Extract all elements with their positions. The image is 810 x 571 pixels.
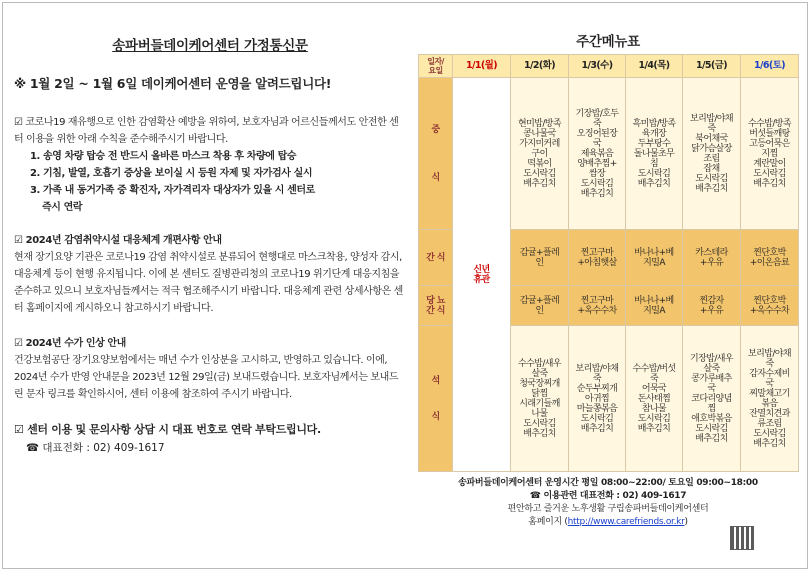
menu-dish-line: 청국장찌개: [519, 378, 560, 389]
diabetic-snack-cell: [741, 286, 799, 326]
menu-title: 주간메뉴표: [576, 34, 640, 50]
covid-rule-3: 3. 가족 내 동거가족 중 확진자, 자가격리자 대상자가 있을 시 센터로: [30, 185, 315, 196]
menu-dish-line: 도시락김: [637, 413, 671, 424]
section-covid-rules-head: ☑ 코로나19 재유행으로 인한 감염확산 예방을 위하여, 보호자님과 어르신들께서도 안전한 센터 이용을 위한 아래 수칙을 준수해주시기 바랍니다.: [14, 117, 399, 145]
diabetic-snack-cell: [683, 286, 741, 326]
menu-dish-line: 마늘쫑볶음: [576, 403, 618, 414]
menu-dish-line: 가지미커레: [519, 138, 560, 149]
menu-dish-line: 인: [535, 257, 544, 268]
menu-dish-line: 북어채국: [695, 133, 728, 144]
day-header-fri: 1/5(금): [683, 55, 741, 78]
menu-header-row: [419, 55, 799, 78]
menu-dish-line: 도시락김: [580, 178, 614, 189]
menu-dish-line: 현미밥/방족: [518, 118, 561, 129]
menu-dish-line: 죽: [707, 123, 716, 134]
menu-dish-line: 류조림: [757, 418, 782, 429]
menu-dish-line: 감귤+플레: [519, 247, 560, 258]
holiday-line-2: 휴관: [473, 274, 490, 285]
covid-rules-list: [30, 148, 406, 216]
menu-dish-line: 구이: [531, 148, 548, 159]
menu-dish-line: +이온음료: [749, 257, 790, 268]
menu-dish-line: 배추김치: [695, 183, 728, 194]
newsletter-headline: ※ 1월 2일 ~ 1월 6일 데이케어센터 운영을 알려드립니다!: [14, 76, 332, 91]
lunch-cell: [569, 78, 626, 230]
menu-dish-line: 찐고구마: [580, 295, 614, 306]
row-label-snack: 간 식: [419, 230, 453, 286]
menu-dish-line: 지밀A: [643, 305, 665, 316]
section-response-system: [14, 232, 406, 317]
menu-dish-line: 기장밥/새우: [690, 353, 733, 364]
menu-dish-line: +우유: [699, 305, 724, 316]
menu-dish-line: 지찜: [761, 148, 778, 159]
contact-phone: ☎ 대표전화 : 02) 409-1617: [26, 442, 165, 454]
menu-dish-line: 감자수제비: [749, 368, 790, 379]
menu-dish-line: 죽: [765, 358, 774, 369]
menu-dish-line: 살죽: [531, 368, 548, 379]
menu-dish-line: 찜: [707, 403, 716, 414]
footer-phone: ☎ 이용관련 대표전화 : 02) 409-1617: [529, 491, 687, 501]
covid-rule-3-cont: 즉시 연락: [42, 202, 83, 213]
menu-dish-line: 죽: [592, 373, 602, 384]
menu-dish-line: 닭가슴살장: [691, 143, 732, 154]
menu-dish-line: 도시락김: [580, 413, 614, 424]
day-header-mon: 1/1(월): [453, 55, 511, 78]
newsletter-title: 송파버들데이케어센터 가정통신문: [112, 38, 308, 54]
menu-dish-line: 감귤+플레: [519, 295, 560, 306]
menu-dish-line: 나물: [531, 408, 548, 419]
menu-dish-line: 보리밥/야채: [690, 113, 733, 124]
menu-dish-line: 도시락김: [523, 168, 556, 179]
menu-dish-line: 오징어된장: [576, 128, 618, 139]
menu-dish-line: 조림: [703, 153, 720, 164]
corner-line-2: 요일: [428, 66, 443, 75]
dinner-cell: [741, 326, 799, 472]
lunch-cell: [511, 78, 569, 230]
day-header-thu: 1/4(목): [626, 55, 683, 78]
snack-cell: [569, 230, 626, 286]
snack-cell: [683, 230, 741, 286]
menu-dish-line: 계란말이: [753, 158, 786, 169]
menu-dish-line: 죽: [592, 118, 602, 129]
menu-dish-line: 침: [649, 158, 659, 169]
menu-dish-line: 코다리양념: [691, 393, 732, 404]
corner-line-1: 일자/: [427, 57, 444, 66]
menu-dish-line: 찐단호박: [753, 247, 786, 258]
menu-dish-line: 육개장: [641, 128, 667, 139]
menu-dish-line: 배추김치: [523, 428, 556, 439]
row-label-lunch-2: 식: [431, 172, 440, 183]
row-label-lunch-1: 중: [431, 124, 440, 135]
menu-dish-line: 배추김치: [580, 188, 614, 199]
snack-cell: [741, 230, 799, 286]
newsletter-column: [14, 34, 406, 457]
menu-dish-line: 살죽: [703, 363, 720, 374]
menu-dish-line: 볶음: [761, 398, 778, 409]
menu-dish-line: 잔멸치견과: [749, 408, 790, 419]
day-header-wed: 1/3(수): [569, 55, 626, 78]
menu-dish-line: 흑미밥/방족: [632, 118, 676, 129]
menu-dish-line: 떡볶이: [527, 158, 552, 169]
menu-dish-line: 양배추찜+: [577, 158, 617, 169]
menu-dish-line: 어묵국: [641, 383, 667, 394]
menu-dish-line: 죽: [649, 373, 659, 384]
menu-dish-line: 국: [592, 138, 602, 149]
weekly-menu-table: [418, 54, 799, 472]
lunch-cell: [683, 78, 741, 230]
menu-dish-line: +우유: [699, 257, 724, 268]
dinner-cell: [569, 326, 626, 472]
holiday-line-1: 신년: [473, 264, 490, 275]
dinner-cell: [626, 326, 683, 472]
menu-dish-line: 찐감자: [699, 295, 724, 306]
menu-dish-line: 지밀A: [643, 257, 665, 268]
row-label-diabetic-2: 간 식: [426, 305, 445, 316]
menu-footer: [418, 477, 798, 529]
menu-dish-line: 참나물: [641, 403, 667, 414]
menu-dish-line: 보리밥/야채: [575, 363, 619, 374]
covid-rule-1: 1. 송영 차량 탑승 전 반드시 올바른 마스크 착용 후 차량에 탑승: [30, 151, 297, 162]
menu-dish-line: 콩가루배추: [691, 373, 732, 384]
menu-dish-line: 아귀찜: [584, 393, 610, 404]
row-label-diabetic-snack: [419, 286, 453, 326]
lunch-cell: [741, 78, 799, 230]
diabetic-snack-cell: [626, 286, 683, 326]
menu-dish-line: 버섯들깨탕: [749, 128, 790, 139]
menu-dish-line: 배추김치: [753, 178, 786, 189]
menu-dish-line: 배추김치: [695, 433, 728, 444]
row-label-dinner-1: 석: [431, 375, 440, 386]
menu-dish-line: 고등어묵은: [749, 138, 790, 149]
menu-dish-line: 보리밥/야채: [748, 348, 791, 359]
footer-slogan: 편안하고 즐거운 노후생활 구립송파버들데이케어센터: [507, 504, 709, 514]
menu-dish-line: 배추김치: [753, 438, 786, 449]
menu-dish-line: 도시락김: [753, 428, 786, 439]
menu-dish-line: 배추김치: [523, 178, 556, 189]
menu-dish-line: 제육볶음: [580, 148, 614, 159]
menu-dish-line: 수수밥/버섯: [632, 363, 676, 374]
menu-dish-line: 돌나물초무: [633, 148, 675, 159]
section-covid-rules: [14, 114, 406, 216]
footer-hours: 송파버들데이케어센터 운영시간 평일 08:00~22:00/ 토요일 09:00~18:00: [458, 478, 758, 488]
menu-dish-line: 찌말채고기: [749, 388, 790, 399]
menu-dish-line: 배추김치: [637, 423, 671, 434]
homepage-suffix: ): [684, 517, 688, 527]
snack-cell: [626, 230, 683, 286]
lunch-cell: [626, 78, 683, 230]
section-fee-increase: [14, 335, 406, 403]
menu-dish-line: 콩나물국: [523, 128, 556, 139]
dinner-cell: [511, 326, 569, 472]
section-fee-head: ☑ 2024년 수가 인상 안내: [14, 338, 126, 349]
menu-dish-line: 바나나+베: [634, 295, 674, 306]
menu-dish-line: 도시락김: [523, 418, 556, 429]
menu-dish-line: 찐단호박: [753, 295, 786, 306]
menu-dish-line: 쌈장: [588, 168, 606, 179]
menu-dish-line: 수수밥/새우: [518, 358, 561, 369]
menu-dish-line: 순두부찌개: [576, 383, 618, 394]
homepage-prefix: 홈페이지 (: [528, 517, 568, 527]
menu-dish-line: 기장밥/호두: [575, 108, 619, 119]
section-response-body: 현재 장기요양 기관은 코로나19 감염 취약시설로 분류되어 현행대로 마스크착용, 양성자 감시, 대응체계 등이 현행 유지됩니다. 이에 본 센터도 질병관리청의 코로나19 위기단계 대응지침을 준수하고 있으니 보호자님들께서는 적극 협조해주시기 바랍니다. 대응체계 관련 상세사항은 센터 홈페이지에 게시하오니 참고하시기 바랍니다.: [14, 252, 403, 314]
contact-notice: ☑ 센터 이용 및 문의사항 상담 시 대표 번호로 연락 부탁드립니다.: [14, 423, 321, 436]
menu-dish-line: 닭찜: [531, 388, 548, 399]
menu-row-lunch: [419, 78, 799, 230]
menu-dish-line: 도시락김: [695, 173, 728, 184]
row-label-lunch: [419, 78, 453, 230]
row-label-diabetic-1: 당 뇨: [426, 295, 445, 306]
menu-dish-line: 잡채: [703, 163, 720, 174]
menu-dish-line: 배추김치: [637, 178, 671, 189]
covid-rule-2: 2. 기침, 발열, 호흡기 증상을 보이실 시 등원 자제 및 자가검사 실시: [30, 168, 313, 179]
homepage-link[interactable]: http://www.carefriends.or.kr: [567, 517, 685, 527]
menu-dish-line: 애호박볶음: [691, 413, 732, 424]
section-fee-body: 건강보험공단 장기요양보험에서는 매년 수가 인상분을 고시하고, 반영하고 있습니다. 이에, 2024년 수가 반영 안내문을 2023년 12월 29일(금) 보내드렸습니다. 보호자님께서는 보내드린 문자 링크를 확인하시어, 센터 이용에 참조하여 주시기 바랍니다.: [14, 355, 399, 400]
menu-corner-cell: [419, 55, 453, 78]
menu-dish-line: 도시락김: [637, 168, 671, 179]
section-response-head: ☑ 2024년 감염취약시설 대응체계 개편사항 안내: [14, 235, 222, 246]
menu-dish-line: 인: [535, 305, 544, 316]
row-label-dinner: [419, 326, 453, 472]
day-header-sat: 1/6(토): [741, 55, 799, 78]
menu-dish-line: 수수밥/방족: [748, 118, 791, 129]
diabetic-snack-cell: [511, 286, 569, 326]
menu-dish-line: 도시락김: [753, 168, 786, 179]
menu-dish-line: 돈사태찜: [637, 393, 671, 404]
row-label-dinner-2: 식: [431, 411, 440, 422]
day-header-tue: 1/2(화): [511, 55, 569, 78]
menu-dish-line: 두부탕수: [637, 138, 671, 149]
menu-dish-line: +옥수수차: [749, 305, 790, 316]
menu-dish-line: 찐고구마: [580, 247, 614, 258]
dinner-cell: [683, 326, 741, 472]
menu-dish-line: 국: [765, 378, 774, 389]
weekly-menu-column: [418, 30, 798, 529]
holiday-cell: [453, 78, 511, 472]
menu-dish-line: 시래기들깨: [519, 398, 560, 409]
snack-cell: [511, 230, 569, 286]
menu-dish-line: 카스테라: [695, 247, 728, 258]
menu-dish-line: 배추김치: [580, 423, 614, 434]
menu-dish-line: 도시락김: [695, 423, 728, 434]
menu-dish-line: +아침햇살: [577, 257, 617, 268]
qr-code-icon: [730, 526, 754, 550]
diabetic-snack-cell: [569, 286, 626, 326]
menu-dish-line: 국: [707, 383, 716, 394]
menu-dish-line: +옥수수차: [577, 305, 617, 316]
menu-dish-line: 바나나+베: [634, 247, 674, 258]
